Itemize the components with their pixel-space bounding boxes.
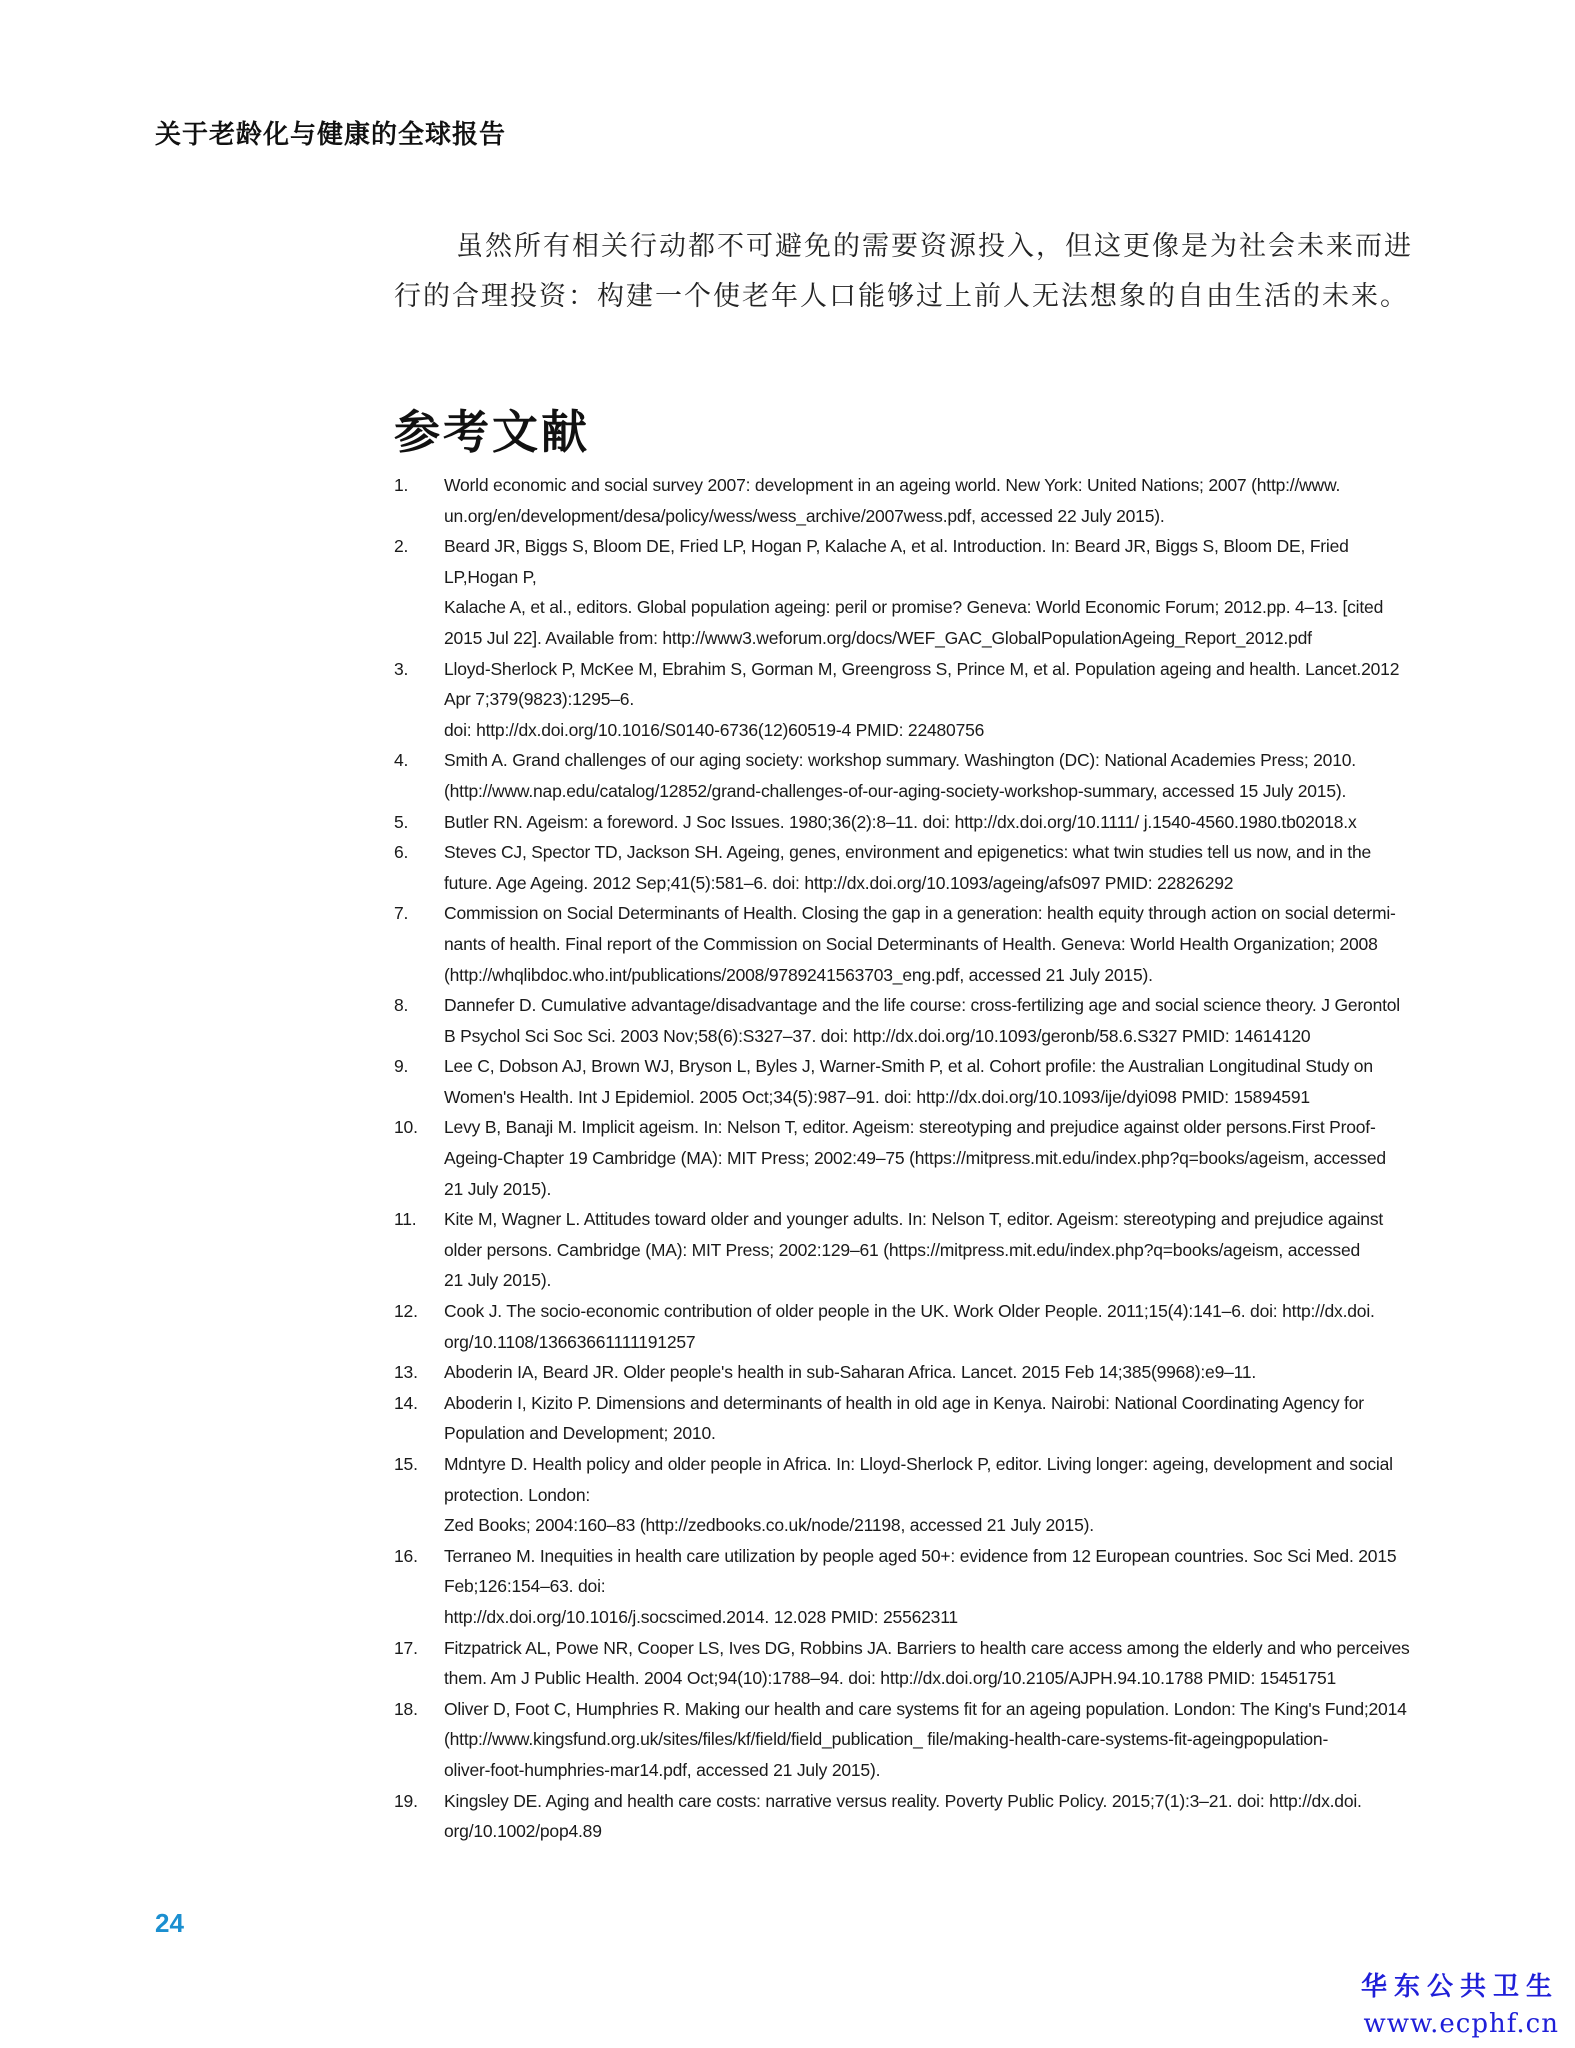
reference-text: Dannefer D. Cumulative advantage/disadvantage and the life course: cross-fertilizing age and social science theory. J Gerontol B Psychol Sci Soc Sci. 2003 Nov;58(6):S327–37. doi: http://dx.doi.org/10.1093/geronb/58.6.S327 PMID: 14614120	[444, 995, 1400, 1046]
reference-text: Butler RN. Ageism: a foreword. J Soc Issues. 1980;36(2):8–11. doi: http://dx.doi.org/10.1111/ j.1540-4560.1980.tb02018.x	[444, 811, 1357, 832]
watermark	[1361, 1968, 1559, 2042]
reference-item	[394, 837, 1424, 898]
reference-number: 6.	[394, 842, 409, 863]
reference-item	[394, 807, 1424, 838]
reference-number: 10.	[394, 1117, 418, 1138]
reference-item	[394, 1204, 1424, 1296]
reference-list	[394, 470, 1424, 1847]
watermark-url: www.ecphf.cn	[1363, 2009, 1559, 2039]
reference-text: Kite M, Wagner L. Attitudes toward older and younger adults. In: Nelson T, editor. Ageism: stereotyping and prejudice against older persons. Cambridge (MA): MIT Press; 2002:129–61 (https://mitpress.mit.edu/index.php?q=books/ageism, accessed 21 July 2015).	[444, 1209, 1384, 1291]
reference-text: Commission on Social Determinants of Health. Closing the gap in a generation: health equity through action on social determi- nants of health. Final report of the Commission on Social Determinants of Health. Geneva: World Health Organization; 2008 (http://whqlibdoc.who.int/publications/2008/9789241563703_eng.pdf, accessed 21 July 2015).	[444, 903, 1396, 985]
reference-number: 7.	[394, 903, 409, 924]
intro-line-2: 行的合理投资：构建一个使老年人口能够过上前人无法想象的自由生活的未来。	[394, 281, 1409, 312]
reference-text: Fitzpatrick AL, Powe NR, Cooper LS, Ives DG, Robbins JA. Barriers to health care access among the elderly and who perceives them. Am J Public Health. 2004 Oct;94(10):1788–94. doi: http://dx.doi.org/10.2105/AJPH.94.10.1788 PMID: 15451751	[444, 1637, 1410, 1689]
reference-number: 4.	[394, 750, 409, 771]
reference-item	[394, 1633, 1424, 1694]
reference-item	[394, 1051, 1424, 1112]
reference-text: Smith A. Grand challenges of our aging society: workshop summary. Washington (DC): National Academies Press; 2010. (http://www.nap.edu/catalog/12852/grand-challenges-of-our-aging-society-workshop-summary, accessed 15 July 2015).	[444, 750, 1356, 801]
reference-text: Cook J. The socio-economic contribution of older people in the UK. Work Older People. 2011;15(4):141–6. doi: http://dx.doi. org/10.1108/13663661111191257	[444, 1301, 1375, 1352]
reference-item	[394, 1694, 1424, 1786]
reference-item	[394, 745, 1424, 806]
reference-text: Aboderin IA, Beard JR. Older people's health in sub-Saharan Africa. Lancet. 2015 Feb 14;385(9968):e9–11.	[444, 1362, 1257, 1383]
reference-item	[394, 1388, 1424, 1449]
reference-number: 17.	[394, 1637, 418, 1658]
references-title: 参考文献	[394, 405, 590, 459]
reference-item	[394, 470, 1424, 531]
reference-number: 19.	[394, 1790, 418, 1811]
reference-text: Terraneo M. Inequities in health care utilization by people aged 50+: evidence from 12 European countries. Soc Sci Med. 2015 Feb;126:154–63. doi: http://dx.doi.org/10.1016/j.socscimed.2014. 12.028 PMID: 25562311	[444, 1545, 1397, 1627]
reference-number: 16.	[394, 1545, 418, 1566]
reference-number: 1.	[394, 475, 409, 495]
reference-text: Mdntyre D. Health policy and older people in Africa. In: Lloyd-Sherlock P, editor. Living longer: ageing, development and social protection. London: Zed Books; 2004:160–83 (http://zedbooks.co.uk/node/21198, accessed 21 July 2015).	[444, 1454, 1393, 1536]
intro-line-1: 虽然所有相关行动都不可避免的需要资源投入，但这更像是为社会未来而进	[456, 231, 1413, 262]
page-number: 24	[155, 1908, 184, 1938]
reference-number: 12.	[394, 1301, 418, 1322]
reference-item	[394, 1541, 1424, 1633]
reference-number: 13.	[394, 1362, 418, 1383]
reference-text: Levy B, Banaji M. Implicit ageism. In: Nelson T, editor. Ageism: stereotyping and prejudice against older persons.First Proof- Ageing-Chapter 19 Cambridge (MA): MIT Press; 2002:49–75 (https://mitpress.mit.edu/index.php?q=books/ageism, accessed 21 July 2015).	[444, 1117, 1386, 1199]
reference-item	[394, 990, 1424, 1051]
reference-number: 18.	[394, 1698, 418, 1719]
reference-text: World economic and social survey 2007: development in an ageing world. New York: United Nations; 2007 (http://www. un.org/en/development/desa/policy/wess/wess_archive/2007wess.pdf, accessed 22 July 2015).	[444, 475, 1341, 526]
reference-item	[394, 654, 1424, 746]
reference-item	[394, 1357, 1424, 1388]
reference-text: Beard JR, Biggs S, Bloom DE, Fried LP, Hogan P, Kalache A, et al. Introduction. In: Beard JR, Biggs S, Bloom DE, Fried LP,Hogan P, Kalache A, et al., editors. Global population ageing: peril or promise? Geneva: World Economic Forum; 2012.pp. 4–13. [cited 2015 Jul 22]. Available from: http://www3.weforum.org/docs/WEF_GAC_GlobalPopulationAgeing_Report_2012.pdf	[444, 536, 1384, 648]
intro-paragraph	[394, 222, 1424, 322]
reference-text: Aboderin I, Kizito P. Dimensions and determinants of health in old age in Kenya. Nairobi: National Coordinating Agency for Population and Development; 2010.	[444, 1392, 1364, 1444]
reference-item	[394, 1449, 1424, 1541]
running-header: 关于老龄化与健康的全球报告	[155, 120, 507, 150]
reference-number: 3.	[394, 658, 409, 679]
reference-item	[394, 1296, 1424, 1357]
reference-text: Lloyd-Sherlock P, McKee M, Ebrahim S, Gorman M, Greengross S, Prince M, et al. Population ageing and health. Lancet.2012 Apr 7;379(9823):1295–6. doi: http://dx.doi.org/10.1016/S0140-6736(12)60519-4 PMID: 22480756	[444, 658, 1400, 740]
reference-item	[394, 898, 1424, 990]
reference-number: 9.	[394, 1056, 409, 1077]
reference-text: Steves CJ, Spector TD, Jackson SH. Ageing, genes, environment and epigenetics: what twin studies tell us now, and in the future. Age Ageing. 2012 Sep;41(5):581–6. doi: http://dx.doi.org/10.1093/ageing/afs097 PMID: 22826292	[444, 842, 1372, 893]
reference-text: Lee C, Dobson AJ, Brown WJ, Bryson L, Byles J, Warner-Smith P, et al. Cohort profile: the Australian Longitudinal Study on Women's Health. Int J Epidemiol. 2005 Oct;34(5):987–91. doi: http://dx.doi.org/10.1093/ije/dyi098 PMID: 15894591	[444, 1056, 1373, 1107]
reference-item	[394, 1786, 1424, 1847]
reference-text: Oliver D, Foot C, Humphries R. Making our health and care systems fit for an ageing population. London: The King's Fund;2014 (http://www.kingsfund.org.uk/sites/files/kf/field/field_publication_ file/making-health-care-systems-fit-ageingpopulation- oliver-foot-humphries-mar14.pdf, accessed 21 July 2015).	[444, 1698, 1407, 1780]
watermark-name: 华东公共卫生	[1360, 1972, 1559, 2002]
reference-text: Kingsley DE. Aging and health care costs: narrative versus reality. Poverty Public Policy. 2015;7(1):3–21. doi: http://dx.doi. org/10.1002/pop4.89	[444, 1790, 1362, 1842]
reference-number: 2.	[394, 536, 409, 557]
reference-number: 8.	[394, 995, 409, 1016]
reference-number: 11.	[394, 1209, 417, 1230]
reference-number: 15.	[394, 1454, 418, 1474]
reference-number: 14.	[394, 1392, 418, 1413]
reference-item	[394, 531, 1424, 653]
reference-number: 5.	[394, 811, 409, 832]
reference-item	[394, 1112, 1424, 1204]
